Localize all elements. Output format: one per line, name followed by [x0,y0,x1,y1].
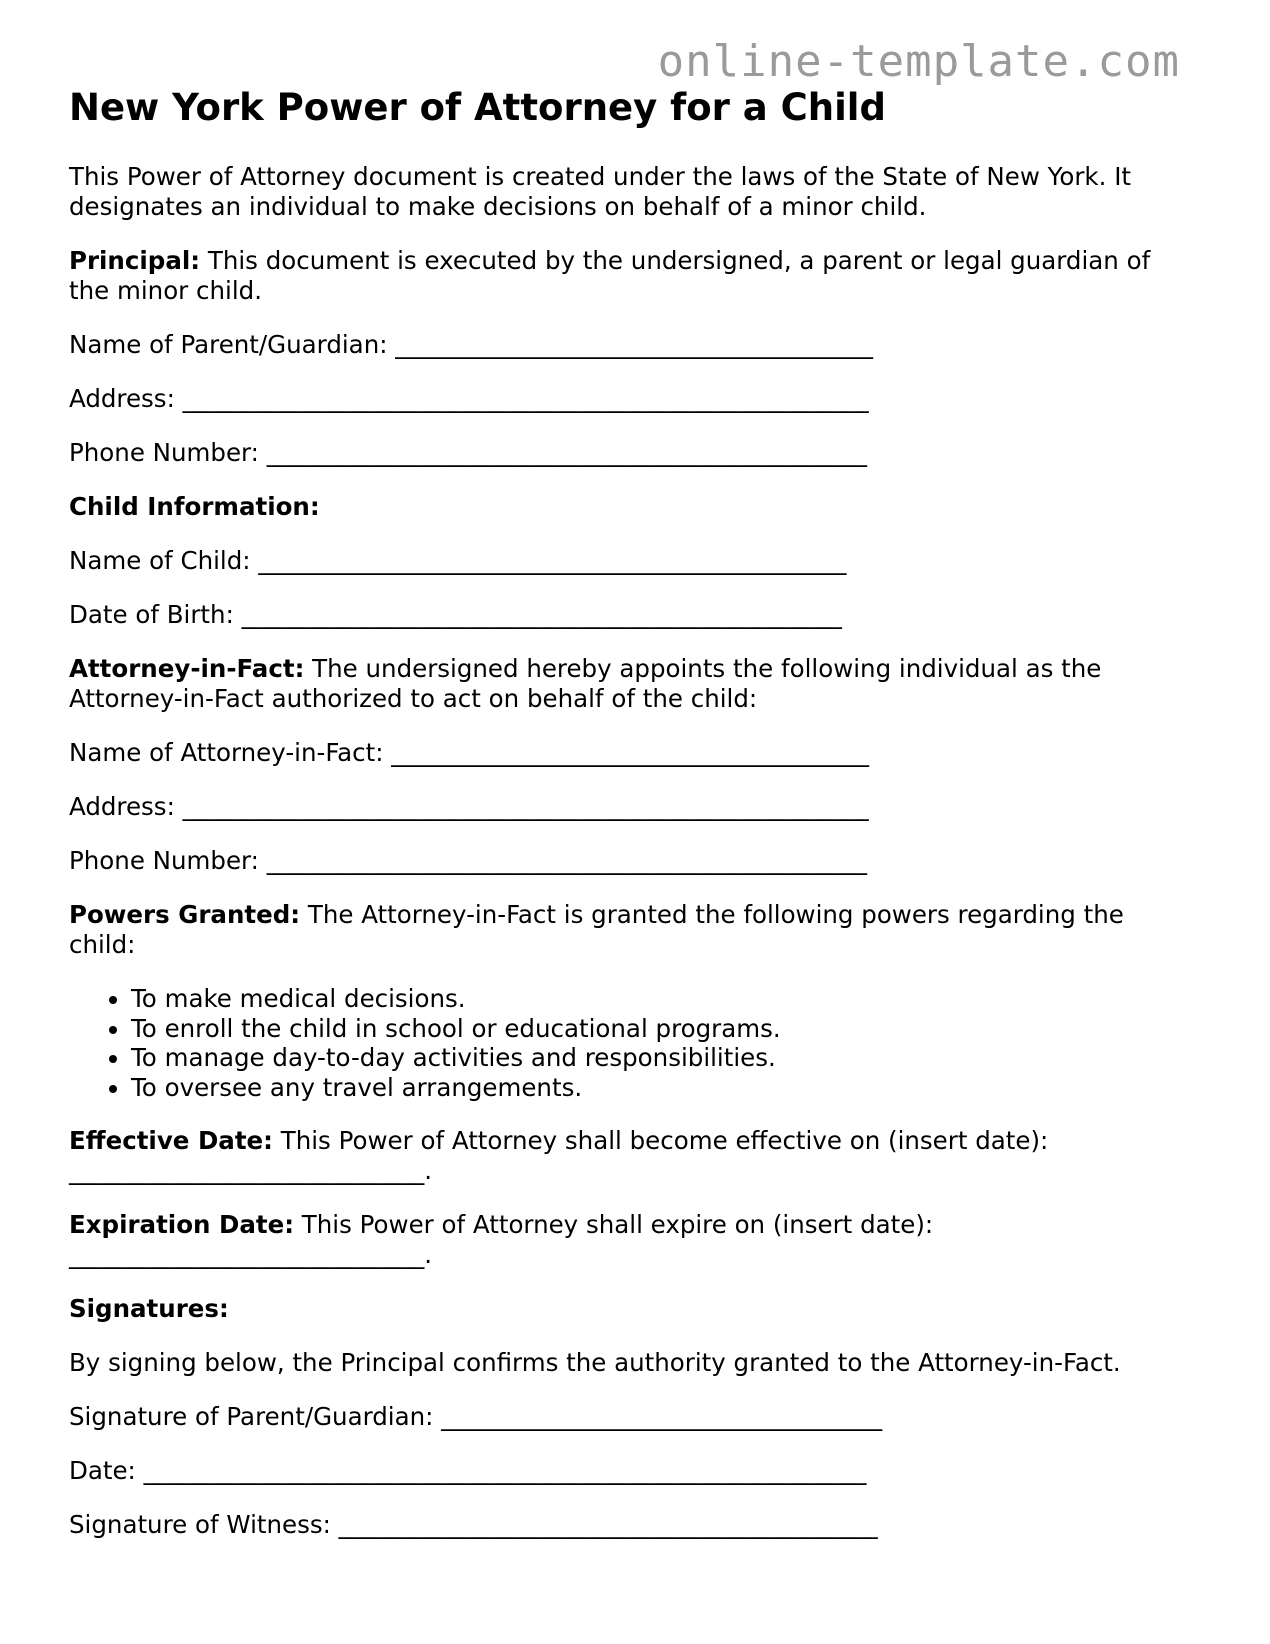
attorney-address-field[interactable]: Address: ________________________________________________________ [69,792,869,821]
witness-signature-field[interactable]: Signature of Witness: ____________________________________________ [69,1510,878,1539]
attorney-text: The undersigned hereby appoints the following individual as the [304,654,1102,683]
expiration-date-line [69,1210,1189,1240]
effective-date-section [69,1126,1189,1186]
intro-paragraph [69,162,1189,222]
effective-date-line [69,1126,1189,1156]
list-item: • To manage day-to-day activities and responsibilities. [131,1043,1189,1073]
attorney-line-2: Attorney-in-Fact authorized to act on behalf of the child: [69,684,758,713]
effective-date-label: Effective Date: [69,1126,273,1155]
signature-date-field[interactable]: Date: ___________________________________________________________ [69,1456,867,1485]
attorney-line-1 [69,654,1189,684]
principal-line-2: the minor child. [69,276,262,305]
intro-line-1: This Power of Attorney document is created under the laws of the State of New York. It [69,162,1132,191]
attorney-phone-field[interactable]: Phone Number: _________________________________________________ [69,846,867,875]
intro-line-2: designates an individual to make decisions on behalf of a minor child. [69,192,927,221]
child-info-heading: Child Information: [69,492,320,521]
attorney-label: Attorney-in-Fact: [69,654,305,683]
powers-section [69,900,1189,960]
parent-address-field[interactable]: Address: ________________________________________________________ [69,384,869,413]
principal-section [69,246,1189,306]
child-dob-field[interactable]: Date of Birth: _________________________________________________ [69,600,842,629]
powers-text: The Attorney-in-Fact is granted the following powers regarding the [300,900,1124,929]
document-title: New York Power of Attorney for a Child [69,86,886,129]
attorney-section [69,654,1189,714]
principal-text: This document is executed by the undersigned, a parent or legal guardian of [200,246,1151,275]
parent-signature-field[interactable]: Signature of Parent/Guardian: ____________________________________ [69,1402,883,1431]
parent-phone-field[interactable]: Phone Number: _________________________________________________ [69,438,867,467]
powers-line-2: child: [69,930,136,959]
list-item: • To oversee any travel arrangements. [131,1073,1189,1103]
powers-line-1 [69,900,1189,930]
expiration-date-label: Expiration Date: [69,1210,294,1239]
attorney-name-field[interactable]: Name of Attorney-in-Fact: _______________________________________ [69,738,870,767]
powers-list [69,984,1189,1102]
list-item: • To make medical decisions. [131,984,1189,1014]
effective-date-text: This Power of Attorney shall become effective on (insert date): [272,1126,1049,1155]
document-page [69,80,1189,1540]
watermark: online-template.com [657,36,1180,87]
child-name-field[interactable]: Name of Child: ________________________________________________ [69,546,847,575]
signatures-heading: Signatures: [69,1294,229,1323]
signatures-statement: By signing below, the Principal confirms the authority granted to the Attorney-in-Fact. [69,1348,1121,1377]
expiration-date-section [69,1210,1189,1270]
expiration-date-field[interactable]: _____________________________. [69,1240,433,1269]
principal-label: Principal: [69,246,201,275]
principal-line-1 [69,246,1189,276]
powers-label: Powers Granted: [69,900,301,929]
effective-date-field[interactable]: _____________________________. [69,1156,433,1185]
parent-name-field[interactable]: Name of Parent/Guardian: _______________________________________ [69,330,874,359]
list-item: • To enroll the child in school or educational programs. [131,1014,1189,1044]
expiration-date-text: This Power of Attorney shall expire on (insert date): [294,1210,934,1239]
